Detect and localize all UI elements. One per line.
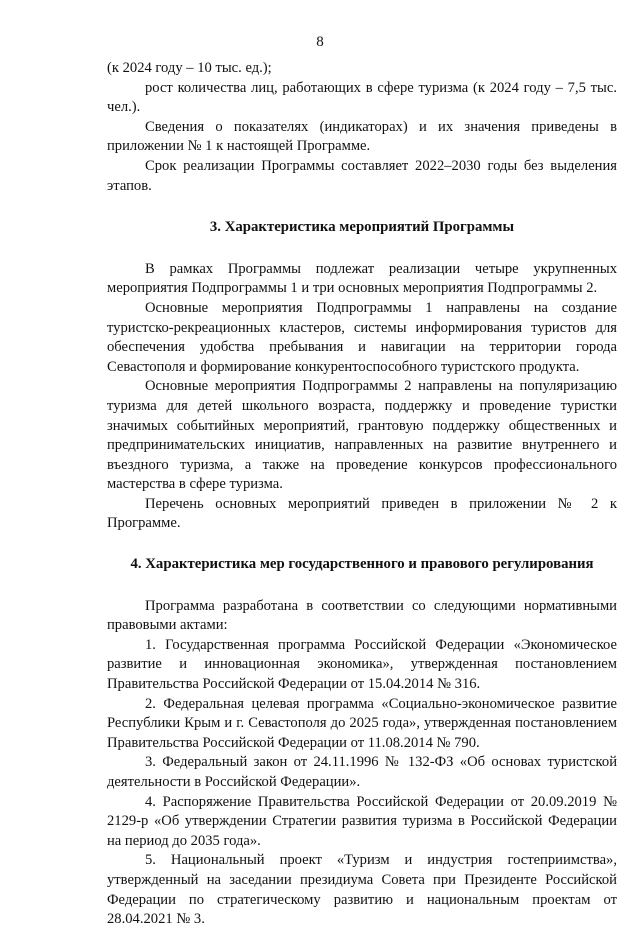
legal-act-item-3: 3. Федеральный закон от 24.11.1996 № 132-ФЗ «Об основах туристской деятельности в Российской Федерации». [107,754,617,790]
legal-act-item-4: 4. Распоряжение Правительства Российской Федерации от 20.09.2019 № 2129-р «Об утверждении Стратегии развития туризма в Российской Федерации на период до 2035 года». [107,793,617,849]
legal-act-item-5: 5. Национальный проект «Туризм и индустрия гостеприимства», утвержденный на заседании президиума Совета при Президенте Российской Федерации по стратегическому развитию и национальным проектам от 28.04.2021 № 3. [107,852,617,928]
page-content [107,59,617,930]
legal-act-item-1: 1. Государственная программа Российской Федерации «Экономическое развитие и инновационная экономика», утвержденная постановлением Правительства Российской Федерации от 15.04.2014 № 316. [107,636,617,693]
section-4-paragraph-intro: Программа разработана в соответствии со следующими нормативными правовыми актами: [107,597,617,634]
section-3-paragraph-4: Перечень основных мероприятий приведен в приложении № 2 к Программе. [107,495,617,532]
intro-line-3: Сведения о показателях (индикаторах) и их значения приведены в приложении № 1 к настоящей Программе. [107,118,617,155]
legal-act-item-2: 2. Федеральная целевая программа «Социально-экономическое развитие Республики Крым и г. Севастополя до 2025 года», утвержденная постановлением Правительства Российской Федерации от 11.08.2014 № 790. [107,695,617,751]
section-4-heading: 4. Характеристика мер государственного и правового регулирования [130,556,594,573]
section-3-paragraph-3: Основные мероприятия Подпрограммы 2 направлены на популяризацию туризма для детей школьного возраста, поддержку и проведение туристки значимых событийных мероприятий, грантовую поддержку общественных и предпринимательских инициатив, направленных на развитие внутреннего и въездного туризма, а также на проведение конкурсов профессионального мастерства в сфере туризма. [107,378,617,493]
intro-line-4: Срок реализации Программы составляет 2022–2030 годы без выделения этапов. [107,157,617,194]
section-3-paragraph-2: Основные мероприятия Подпрограммы 1 направлены на создание туристско-рекреационных кластеров, системы информирования туристов для обеспечения удобства пребывания и навигации на территории города Севастополя и формирование конкурентоспособного туристского продукта. [107,299,617,375]
section-3-paragraph-1: В рамках Программы подлежат реализации четыре укрупненных мероприятия Подпрограммы 1 и три основных мероприятия Подпрограммы 2. [107,260,617,297]
intro-line-1: (к 2024 году – 10 тыс. ед.); [107,60,272,76]
section-3-heading: 3. Характеристика мероприятий Программы [209,219,515,236]
page-number: 8 [316,34,324,50]
intro-line-2: рост количества лиц, работающих в сфере туризма (к 2024 году – 7,5 тыс. чел.). [107,79,617,116]
